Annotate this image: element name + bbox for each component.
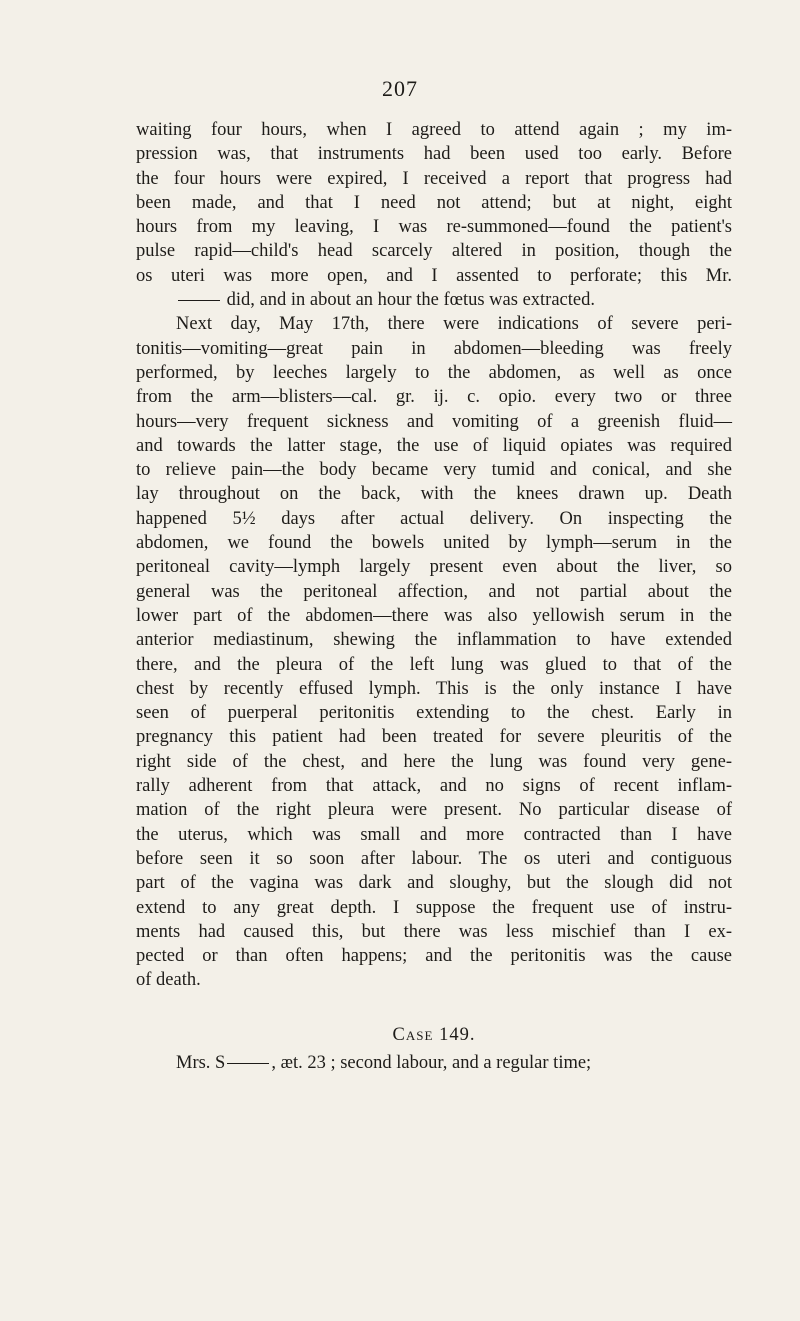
paragraph-1 — [136, 118, 732, 312]
case-line-prefix: Mrs. S — [176, 1052, 226, 1073]
text-line: there, and the pleura of the left lung was glued to that of the — [136, 654, 732, 675]
text-line: before seen it so soon after labour. The os uteri and contiguous — [136, 848, 732, 869]
text-line: pression was, that instruments had been used too early. Before — [136, 144, 732, 165]
text-line: abdomen, we found the bowels united by lymph—serum in the — [136, 533, 732, 554]
text-line: happened 5½ days after actual delivery. On inspecting the — [136, 508, 732, 529]
text-line: to relieve pain—the body became very tumid and conical, and she — [136, 460, 732, 481]
case-heading: Case 149. — [392, 1024, 476, 1045]
text-line: hours from my leaving, I was re-summoned—found the patient's — [136, 217, 732, 238]
text-line: waiting four hours, when I agreed to attend again ; my im- — [136, 120, 732, 140]
text-line: pected or than often happens; and the peritonitis was the cause — [136, 946, 732, 967]
text-line: the four hours were expired, I received a report that progress had — [136, 168, 732, 189]
paragraph-2 — [136, 312, 732, 992]
text-line: from the arm—blisters—cal. gr. ij. c. opio. every two or three — [136, 387, 732, 408]
text-line: the uterus, which was small and more contracted than I have — [136, 824, 732, 845]
text-line: general was the peritoneal affection, and not partial about the — [136, 581, 732, 602]
text-line: tonitis—vomiting—great pain in abdomen—bleeding was freely — [136, 338, 732, 359]
text-line: right side of the chest, and here the lung was found very gene- — [136, 751, 732, 772]
text-line: extend to any great depth. I suppose the frequent use of instru- — [136, 897, 732, 918]
text-line — [136, 288, 732, 312]
text-line: lay throughout on the back, with the knees drawn up. Death — [136, 484, 732, 505]
body-text — [136, 118, 732, 1075]
text-line: ments had caused this, but there was less mischief than I ex- — [136, 921, 732, 942]
text-line: hours—very frequent sickness and vomiting of a greenish fluid— — [136, 411, 732, 432]
text-line: mation of the right pleura were present. No particular disease of — [136, 800, 732, 821]
name-dash — [178, 300, 220, 301]
text-line: lower part of the abdomen—there was also yellowish serum in the — [136, 605, 732, 626]
case-line-suffix: , æt. 23 ; second labour, and a regular time; — [271, 1052, 592, 1073]
text-line: anterior mediastinum, shewing the inflammation to have extended — [136, 630, 732, 651]
text-line: peritoneal cavity—lymph largely present even about the liver, so — [136, 557, 732, 578]
text-line: os uteri was more open, and I assented to perforate; this Mr. — [136, 265, 732, 286]
text-line-content: did, and in about an hour the fœtus was extracted. — [226, 290, 595, 311]
text-line: rally adherent from that attack, and no signs of recent inflam- — [136, 776, 732, 797]
page-number: 207 — [382, 76, 418, 101]
text-line: Next day, May 17th, there were indications of severe peri- — [176, 314, 732, 335]
text-line: pulse rapid—child's head scarcely altered in position, though the — [136, 241, 732, 262]
text-line: of death. — [136, 970, 201, 991]
text-line: performed, by leeches largely to the abdomen, as well as once — [136, 362, 732, 383]
name-dash — [227, 1063, 269, 1064]
text-line: seen of puerperal peritonitis extending to the chest. Early in — [136, 703, 732, 724]
text-line: been made, and that I need not attend; but at night, eight — [136, 192, 732, 213]
text-line: chest by recently effused lymph. This is the only instance I have — [136, 678, 732, 699]
case-line — [136, 1051, 732, 1075]
text-line: pregnancy this patient had been treated for severe pleuritis of the — [136, 727, 732, 748]
text-line: and towards the latter stage, the use of liquid opiates was required — [136, 435, 732, 456]
text-line: part of the vagina was dark and sloughy, but the slough did not — [136, 873, 732, 894]
